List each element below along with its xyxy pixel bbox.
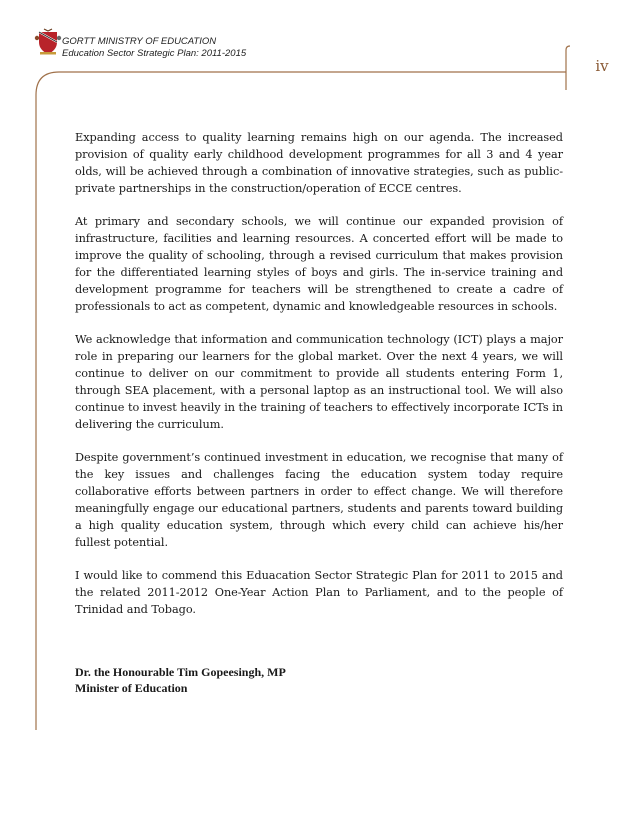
paragraph: I would like to commend this Eduacation Sector Strategic Plan for 2011 to 2015 and the related 2011-2012 One-Year Action Plan to Parliament, and to the people of Trinidad and Tobago. [75,569,563,616]
coat-of-arms-logo [34,28,62,56]
paragraph: At primary and secondary schools, we will continue our expanded provision of infrastructure, facilities and learning resources. A concerted effort will be made to improve the quality of schooling, through a revised curriculum that makes provision for the differentiated learning styles of boys and girls. The in-service training and development programme for teachers will be strengthened to create a cadre of professionals to act as competent, dynamic and knowledgeable resources in schools. [75,215,563,313]
paragraph: Despite government’s continued investment in education, we recognise that many of the key issues and challenges facing the education system today require collaborative efforts between partners in order to effect change. We will therefore meaningfully engage our educational partners, students and parents toward building a high quality education system, through which every child can achieve his/her fullest potential. [75,451,563,549]
header-subtitle: Education Sector Strategic Plan: 2011-2015 [62,48,247,59]
paragraph: Expanding access to quality learning remains high on our agenda. The increased provision of quality early childhood development programmes for all 3 and 4 year olds, will be achieved through a combination of innovative strategies, such as public-private partnerships in the construction/operation of ECCE centres. [75,131,563,195]
header-org: GORTT MINISTRY OF EDUCATION [62,36,217,47]
body-text [75,129,563,634]
signature-block [75,664,286,696]
document-header [62,36,246,60]
page-number-bracket [566,46,570,90]
paragraph: We acknowledge that information and communication technology (ICT) plays a major role in preparing our learners for the global market. Over the next 4 years, we will continue to deliver on our commitment to provide all students entering Form 1, through SEA placement, with a personal laptop as an instructional tool. We will also continue to invest heavily in the training of teachers to effectively incorporate ICTs in delivering the curriculum. [75,333,563,431]
page-number: iv [595,57,609,75]
signatory-title: Minister of Education [75,681,188,695]
signatory-name: Dr. the Honourable Tim Gopeesingh, MP [75,665,286,679]
